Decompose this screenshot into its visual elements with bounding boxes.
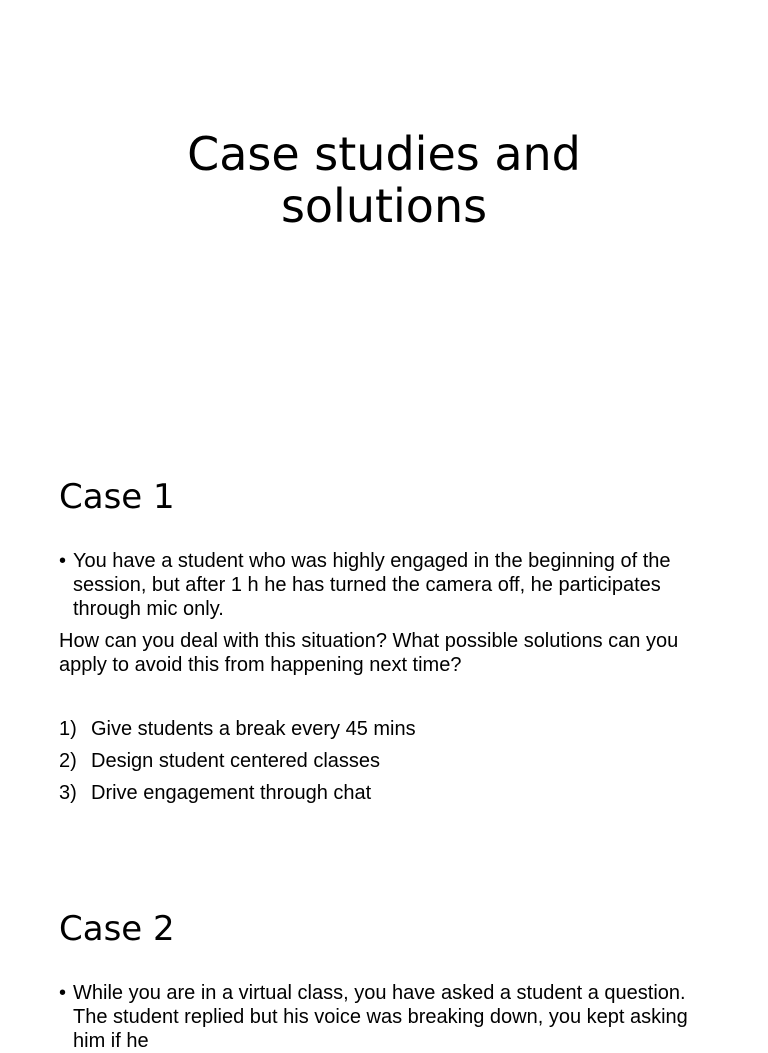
solution-item	[59, 749, 719, 773]
solution-item	[59, 717, 719, 741]
title-line-1: Case studies and	[187, 127, 581, 181]
title-line-2: solutions	[280, 179, 488, 233]
case-2-section	[59, 909, 719, 1053]
solution-number: 3)	[59, 782, 77, 804]
page-title	[0, 128, 768, 232]
case-2-bullet	[59, 981, 719, 1053]
case-1-solutions-list	[59, 717, 719, 805]
case-2-bullet-text: While you are in a virtual class, you have asked a student a question. The student replied but his voice was breaking down, you kept asking him if he	[73, 982, 688, 1052]
case-1-bullet-text: You have a student who was highly engaged in the beginning of the session, but after 1 h he has turned the camera off, he participates through mic only.	[73, 550, 671, 620]
case-2-heading: Case 2	[59, 909, 175, 949]
case-1-question: How can you deal with this situation? What possible solutions can you apply to avoid this from happening next time?	[59, 630, 679, 676]
solution-number: 1)	[59, 718, 77, 740]
solution-number: 2)	[59, 750, 77, 772]
bullet-icon: •	[59, 550, 67, 572]
bullet-icon: •	[59, 982, 67, 1004]
solution-item	[59, 781, 719, 805]
solution-text: Give students a break every 45 mins	[91, 718, 416, 740]
solution-text: Drive engagement through chat	[91, 782, 372, 804]
solution-text: Design student centered classes	[91, 750, 381, 772]
case-1-heading: Case 1	[59, 477, 175, 517]
case-1-bullet	[59, 549, 719, 621]
case-1-section	[59, 477, 719, 813]
